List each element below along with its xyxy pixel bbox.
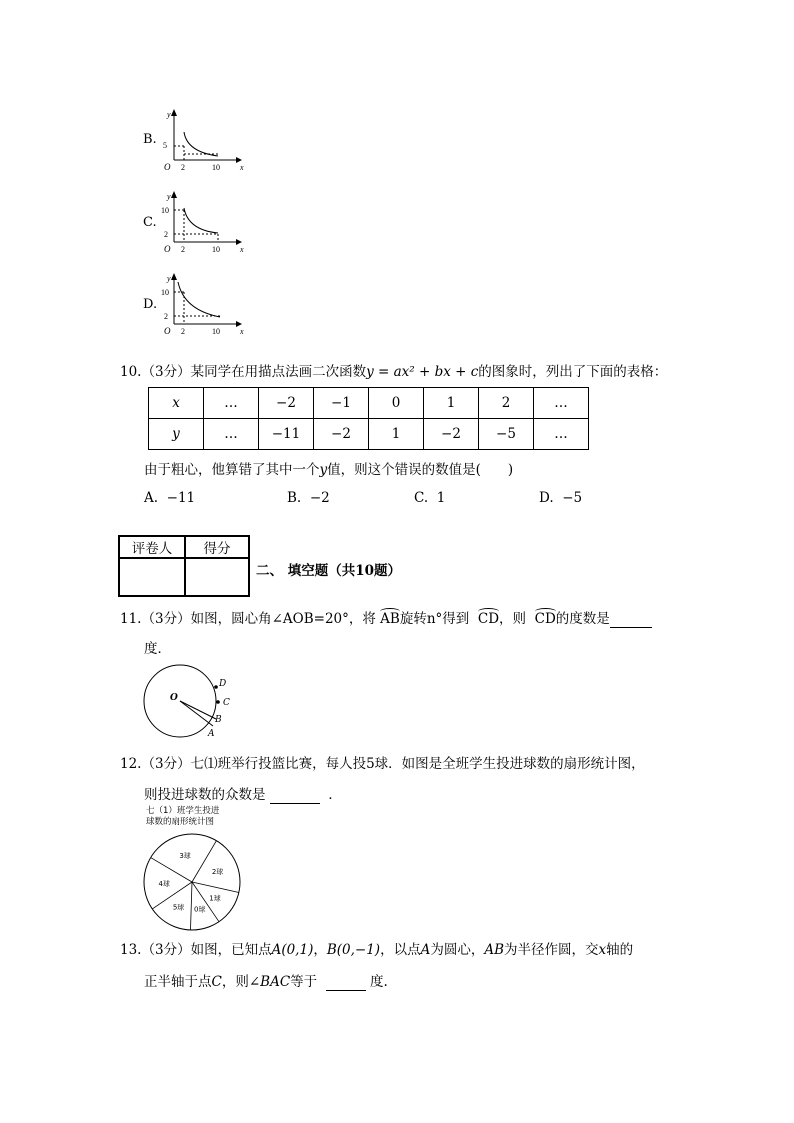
q10-number: 10. [120, 364, 142, 380]
d-y-tick-bottom: 2 [164, 312, 168, 321]
c-x-tick2: 10 [212, 245, 220, 254]
pie-label-5: 4球 [158, 879, 170, 888]
pie-label-4: 5球 [172, 903, 185, 912]
q10-stem [120, 360, 667, 380]
q13-line1 [120, 938, 633, 958]
q12-text2: 则投进球数的众数是 [144, 787, 266, 803]
q10-option-d: D. −5 [539, 490, 583, 506]
table-cell: … [204, 388, 259, 419]
q13-x-var: x [598, 942, 607, 958]
table-cell: −11 [259, 419, 314, 450]
q13-line2-d: 度. [370, 974, 388, 990]
pie-chart [140, 830, 244, 938]
q10-text-before: 某同学在用描点法画二次函数 [190, 364, 367, 380]
fig-a: A [208, 729, 215, 738]
q13-text3: 为圆心， [430, 942, 485, 958]
grader-label: 评卷人 [119, 536, 185, 558]
q10-option-b: B. −2 [287, 490, 330, 506]
pie-label-0: 3球 [179, 852, 191, 861]
q13-line2-c: 等于 [290, 974, 318, 990]
q13-sep: ， [313, 942, 327, 958]
pie-title-line2: 球数的扇形统计图 [146, 817, 215, 827]
b-x-tick2: 10 [212, 163, 220, 172]
option-b-graph [160, 104, 245, 178]
fig-b: B [215, 715, 222, 725]
q12-line2 [144, 783, 342, 804]
q13-text4: 为半径作圆，交 [504, 942, 599, 958]
q10-value-table [148, 387, 589, 450]
c-y-label: y [167, 192, 171, 201]
table-cell: −2 [424, 419, 479, 450]
q12-answer-blank [270, 787, 320, 804]
fig-d: D [219, 679, 227, 689]
q11-text4: 的度数是 [555, 611, 610, 627]
q12-text2-end: ． [328, 787, 342, 803]
q12-number: 12. [120, 756, 142, 772]
q13-text1: 如图，已知点 [190, 942, 272, 958]
c-x-tick1: 2 [181, 245, 185, 254]
table-cell: −2 [314, 419, 369, 450]
table-cell: −5 [479, 419, 534, 450]
q11-answer-blank [610, 611, 652, 628]
q11-stem [120, 607, 652, 628]
q10-formula: y = ax² + bx + c [366, 364, 479, 380]
q12-line1 [120, 752, 645, 772]
q11-text2: 旋转n°得到 [399, 611, 470, 627]
pie-label-2: 1球 [209, 894, 221, 903]
d-origin: O [164, 326, 171, 336]
pie-label-1: 2球 [211, 867, 224, 876]
q13-text2: ，以点 [380, 942, 421, 958]
table-cell: … [534, 419, 589, 450]
q11-number: 11. [120, 611, 142, 627]
q10-line2-after: 值，则这个错误的数值是( ) [327, 462, 514, 478]
q10-points: （3分） [141, 364, 191, 380]
score-label: 得分 [185, 536, 249, 558]
table-cell: 1 [424, 388, 479, 419]
pie-title-line1: 七（1）班学生投进 [146, 806, 220, 816]
table-header-y: y [149, 419, 204, 450]
q11-text1: 如图，圆心角∠AOB=20°，将 [190, 611, 376, 627]
table-cell: 1 [369, 419, 424, 450]
b-origin: O [164, 162, 171, 172]
option-d-graph [160, 268, 245, 342]
table-cell: … [534, 388, 589, 419]
table-row-x [149, 388, 589, 419]
score-cell [185, 558, 249, 596]
c-x-label: x [240, 245, 244, 254]
q13-ab: AB [484, 942, 505, 958]
q13-point-a: A(0,1) [271, 942, 314, 958]
q13-a-var: A [420, 942, 431, 958]
q11-arc-cd: CD [477, 611, 500, 627]
q10-line2-before: 由于粗心，他算错了其中一个 [144, 462, 320, 478]
b-x-label: x [240, 163, 244, 172]
option-c-label: C. [143, 215, 157, 230]
q11-arc-cd-2: CD [534, 611, 556, 627]
table-cell: … [204, 419, 259, 450]
q10-option-c: C. 1 [414, 490, 446, 506]
q13-angle: BAC [260, 974, 291, 990]
q13-line2-b: ，则∠ [221, 974, 261, 990]
pie-chart-title [146, 806, 219, 828]
fig-c: C [223, 698, 230, 708]
section-title: 二、 填空题（共10题） [256, 563, 401, 579]
table-header-x: x [149, 388, 204, 419]
fig-o: O [170, 693, 178, 703]
table-cell: −2 [259, 388, 314, 419]
q13-number: 13. [120, 942, 142, 958]
b-y-tick: 5 [163, 141, 167, 150]
option-c-graph [160, 186, 245, 260]
q13-text5: 轴的 [606, 942, 634, 958]
q11-line2: 度． [144, 641, 171, 657]
q13-line2 [144, 970, 388, 991]
c-y-tick-bottom: 2 [164, 230, 168, 239]
q13-line2-a: 正半轴于点 [144, 974, 212, 990]
option-d-label: D. [143, 297, 158, 312]
q11-circle-figure [140, 662, 250, 742]
option-b-label: B. [143, 132, 157, 147]
d-x-tick2: 10 [212, 327, 220, 336]
d-y-label: y [167, 274, 171, 283]
q12-points: （3分） [141, 756, 191, 772]
table-cell: 2 [479, 388, 534, 419]
q11-text3: ，则 [499, 611, 527, 627]
table-cell: −1 [314, 388, 369, 419]
q11-arc-ab: AB [380, 611, 400, 627]
c-y-tick-top: 10 [161, 206, 169, 215]
q13-point-b: B(0,−1) [326, 942, 381, 958]
table-cell: 0 [369, 388, 424, 419]
d-x-label: x [240, 327, 244, 336]
q13-c-var: C [211, 974, 222, 990]
q13-answer-blank [326, 974, 366, 991]
q10-line2-var: y [319, 462, 328, 478]
c-origin: O [164, 244, 171, 254]
q10-line2 [144, 458, 513, 478]
q12-text1: 七⑴班举行投篮比赛，每人投5球．如图是全班学生投进球数的扇形统计图， [190, 756, 645, 772]
d-y-tick-top: 10 [161, 288, 169, 297]
pie-label-3: 0球 [194, 905, 206, 914]
table-row-y [149, 419, 589, 450]
d-x-tick1: 2 [181, 327, 185, 336]
b-x-tick1: 2 [181, 163, 185, 172]
q10-text-after: 的图象时，列出了下面的表格： [478, 364, 668, 380]
q11-points: （3分） [141, 611, 191, 627]
grader-score-box [118, 535, 250, 597]
grader-cell [119, 558, 185, 596]
q10-option-a: A. −11 [144, 490, 196, 506]
b-y-label: y [167, 110, 171, 119]
q13-points: （3分） [141, 942, 191, 958]
